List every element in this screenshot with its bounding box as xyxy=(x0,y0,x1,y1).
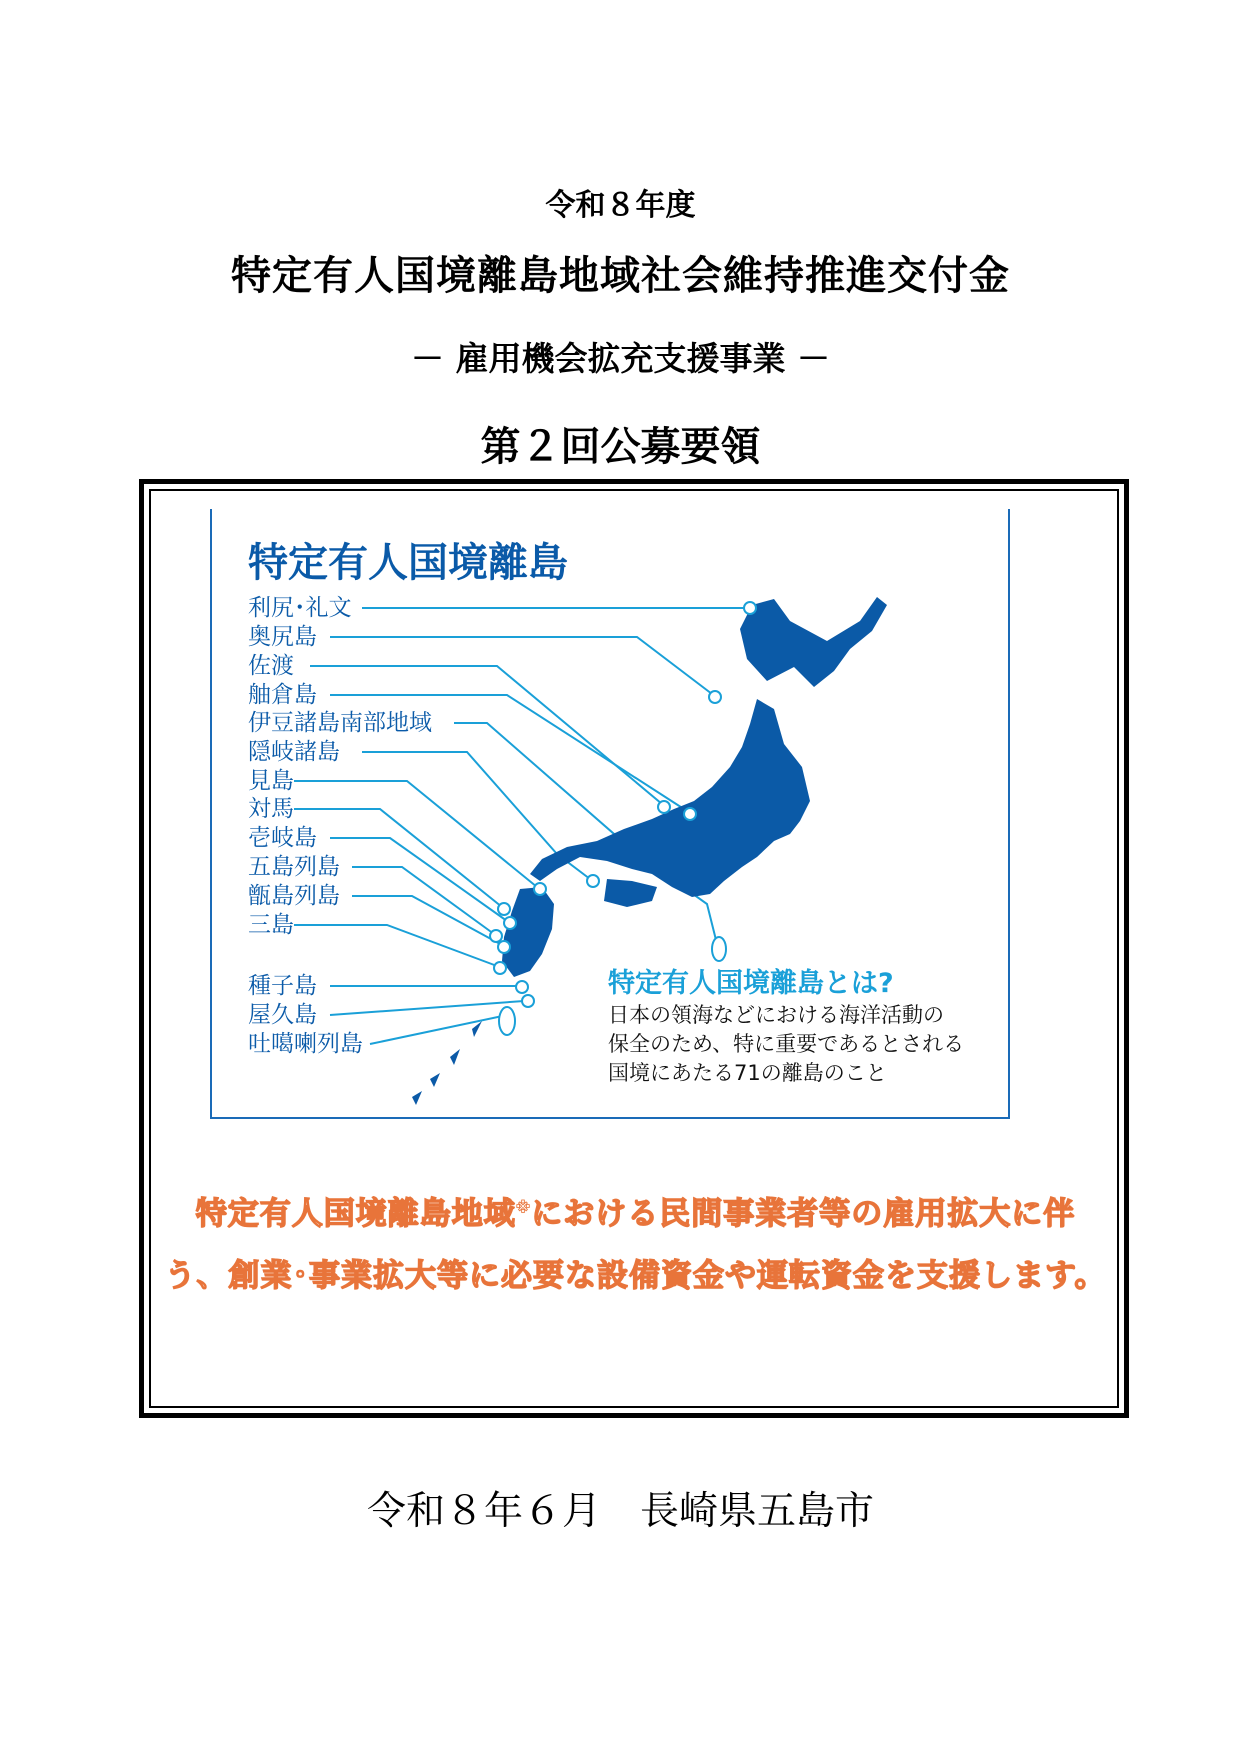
island-label-izu: 伊豆諸島南部地域 xyxy=(248,710,432,736)
island-label-koshiki: 甑島列島 xyxy=(248,883,340,909)
island-label-oki: 隠岐諸島 xyxy=(248,739,340,765)
leader-line xyxy=(352,896,502,945)
document-title: 第２回公募要領 xyxy=(480,424,761,470)
fiscal-year: 令和８年度 xyxy=(545,188,696,223)
marker-iki xyxy=(504,917,516,929)
shikoku-shape xyxy=(604,879,657,907)
island-label-sanshima: 三島 xyxy=(248,912,294,938)
island-label-hegura: 舳倉島 xyxy=(248,682,317,708)
leader-line xyxy=(352,867,494,934)
info-line: 保全のため、特に重要であるとされる xyxy=(608,1032,965,1056)
marker-rishiri xyxy=(744,602,756,614)
marker-tsushima xyxy=(498,903,510,915)
description-line-2: う、創業･事業拡大等に必要な設備資金や運転資金を支援します。 xyxy=(164,1258,1107,1294)
marker-goto xyxy=(490,930,502,942)
description-line-1-rest: における民間事業者等の雇用拡大に伴 xyxy=(531,1196,1076,1232)
info-heading: 特定有人国境離島とは? xyxy=(608,968,894,999)
kyushu-shape xyxy=(502,887,554,977)
marker-hegura xyxy=(684,808,696,820)
map-heading: 特定有人国境離島 xyxy=(248,540,568,586)
island-label-tsushima: 対馬 xyxy=(248,796,294,822)
map-figure xyxy=(210,509,1010,1119)
island-label-goto: 五島列島 xyxy=(248,854,340,880)
leader-line xyxy=(370,1014,512,1044)
leader-line xyxy=(330,1001,524,1015)
island-label-iki: 壱岐島 xyxy=(248,825,317,851)
island-label-tanegashima: 種子島 xyxy=(248,973,317,999)
marker-okushiri xyxy=(709,691,721,703)
island-label-yakushima: 屋久島 xyxy=(248,1002,317,1028)
info-line: 日本の領海などにおける海洋活動の xyxy=(608,1003,944,1027)
marker-sanshima xyxy=(494,962,506,974)
marker-tokara xyxy=(499,1007,515,1035)
marker-tanegashima xyxy=(516,981,528,993)
description-line-1-start: 特定有人国境離島地域 xyxy=(195,1196,516,1232)
marker-oki xyxy=(587,875,599,887)
description-line-1 xyxy=(148,1188,1123,1233)
island-label-tokara: 吐噶喇列島 xyxy=(248,1031,363,1057)
footnote-mark: ※ xyxy=(515,1198,532,1217)
marker-izu xyxy=(712,937,726,961)
marker-mishima xyxy=(534,883,546,895)
marker-yakushima xyxy=(522,995,534,1007)
marker-koshiki xyxy=(498,941,510,953)
leader-line xyxy=(294,925,497,966)
island-label-rishiri-rebun: 利尻･礼文 xyxy=(248,595,352,621)
island-label-okushiri: 奥尻島 xyxy=(248,624,317,650)
info-line: 国境にあたる71の離島のこと xyxy=(608,1061,887,1085)
main-title: 特定有人国境離島地域社会維持推進交付金 xyxy=(231,253,1010,299)
sub-title: － 雇用機会拡充支援事業 － xyxy=(411,339,830,378)
island-label-sado: 佐渡 xyxy=(248,653,294,679)
date-and-issuer: 令和８年６月 長崎県五島市 xyxy=(366,1489,874,1534)
marker-sado xyxy=(658,801,670,813)
hokkaido-shape xyxy=(740,597,887,687)
island-label-mishima: 見島 xyxy=(248,768,294,794)
